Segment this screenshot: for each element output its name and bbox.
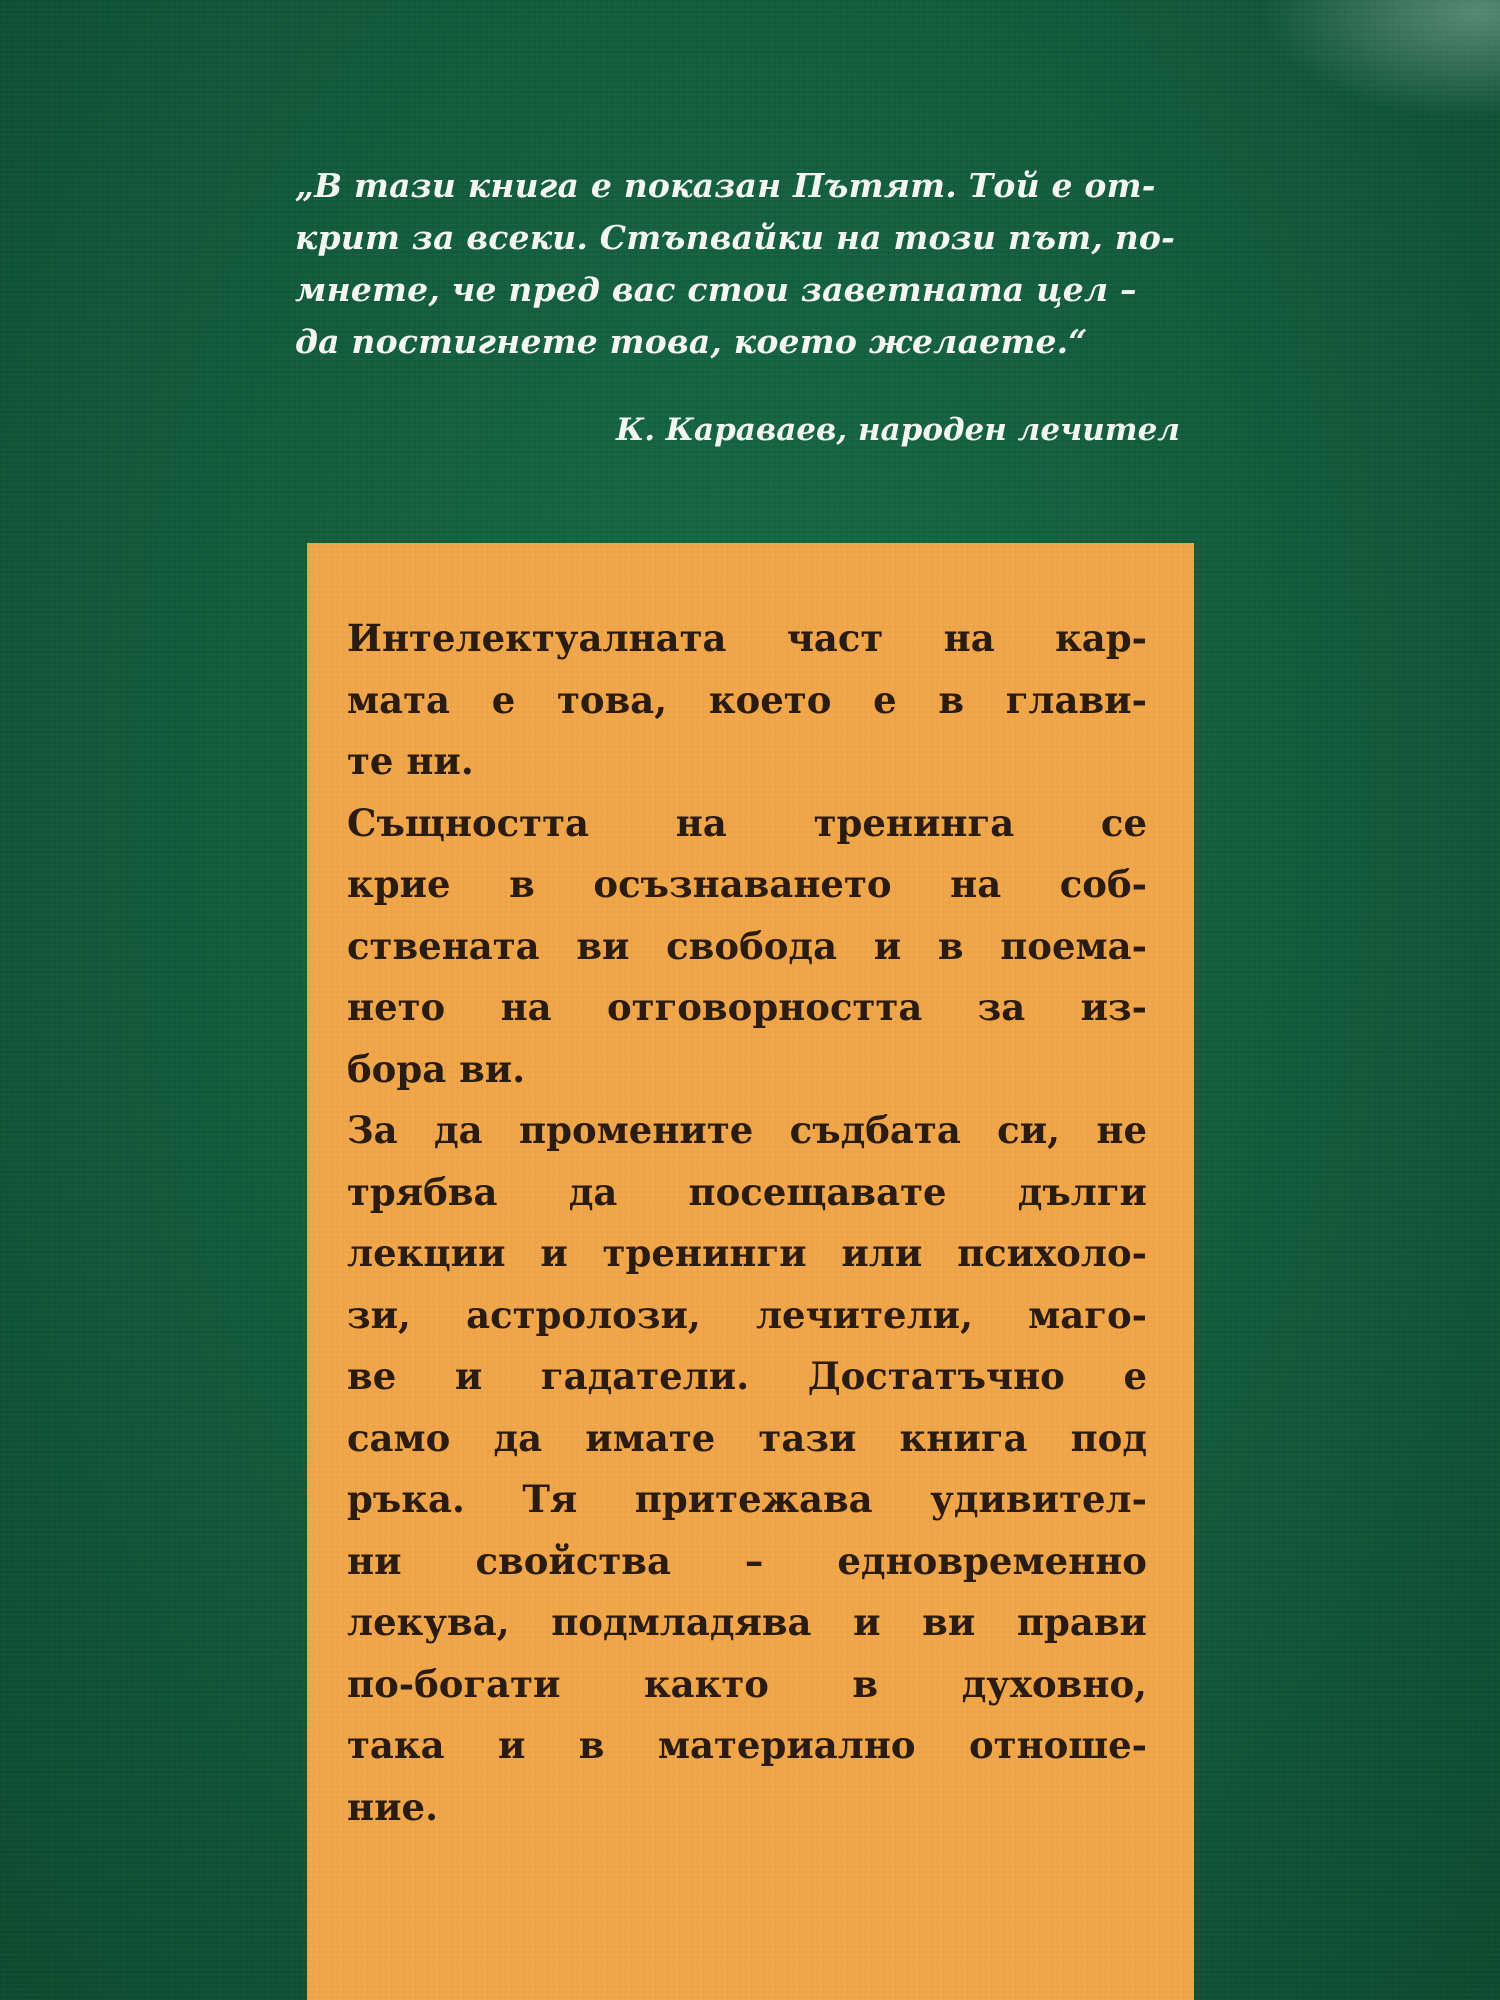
quote-line: крит за всеки. Стъпвайки на този път, по- (295, 218, 1176, 257)
paragraph-line: ствената ви свобода и в поема- (347, 923, 1147, 968)
paragraph-line: зи, астролози, лечители, маго- (347, 1292, 1147, 1337)
paragraph-line: лекува, подмладява и ви прави (347, 1600, 1147, 1644)
paragraph-line: по-богати както в духовно, (347, 1661, 1147, 1706)
paragraph-line: крие в осъзнаването на соб- (347, 862, 1147, 906)
quote-line: мнете, че пред вас стои заветната цел – (295, 270, 1137, 309)
paragraph-line: лекции и тренинги или психоло- (347, 1231, 1147, 1275)
paragraph-line: трябва да посещавате дълги (347, 1169, 1147, 1214)
quote-attribution: К. Караваев, народен лечител (616, 412, 1180, 448)
paragraph-line: ве и гадатели. Достатъчно е (347, 1354, 1147, 1398)
paragraph-line: те ни. (347, 739, 474, 783)
quote-line: да постигнете това, което желаете.“ (295, 322, 1088, 361)
paragraph-line: нето на отговорността за из- (347, 985, 1147, 1029)
quote-line: „В тази книга е показан Пътят. Той е от- (295, 166, 1156, 205)
paragraph-line: само да имате тази книга под (347, 1415, 1147, 1460)
light-glare (1260, 0, 1500, 120)
paragraph-line: ние. (347, 1784, 438, 1829)
paragraph-line: Същността на тренинга се (347, 800, 1147, 845)
paragraph-line: така и в материално отноше- (347, 1723, 1147, 1767)
paragraph-line: ни свойства – едновременно (347, 1538, 1147, 1583)
description-text (347, 608, 1147, 1838)
paragraph-line: бора ви. (347, 1046, 526, 1091)
paragraph-line: мата е това, което е в глави- (347, 677, 1147, 722)
paragraph-line: За да промените съдбата си, не (347, 1108, 1147, 1152)
quote-block (295, 160, 1195, 368)
paragraph-line: Интелектуалната част на кар- (347, 616, 1147, 660)
paragraph-line: ръка. Тя притежава удивител- (347, 1477, 1147, 1521)
description-panel (307, 543, 1194, 2000)
